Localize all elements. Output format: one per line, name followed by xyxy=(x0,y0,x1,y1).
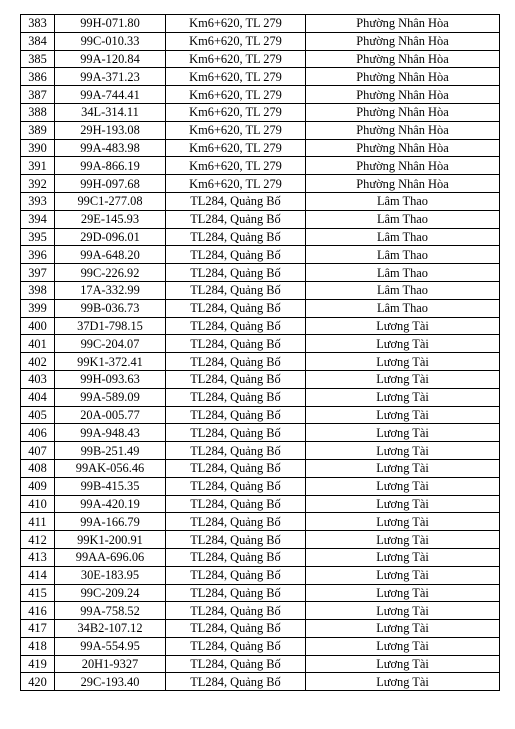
table-row xyxy=(21,121,500,139)
row-number-cell: 395 xyxy=(21,228,55,246)
unit-cell: Lương Tài xyxy=(306,370,500,388)
location-cell: TL284, Quảng Bố xyxy=(166,495,306,513)
license-plate-cell: 99A-420.19 xyxy=(55,495,166,513)
unit-cell: Lương Tài xyxy=(306,353,500,371)
license-plate-cell: 99A-758.52 xyxy=(55,602,166,620)
unit-cell: Lương Tài xyxy=(306,531,500,549)
unit-cell: Lương Tài xyxy=(306,388,500,406)
unit-cell: Lương Tài xyxy=(306,317,500,335)
unit-cell: Phường Nhân Hòa xyxy=(306,32,500,50)
license-plate-cell: 34B2-107.12 xyxy=(55,620,166,638)
location-cell: TL284, Quảng Bố xyxy=(166,406,306,424)
table-row xyxy=(21,620,500,638)
row-number-cell: 418 xyxy=(21,637,55,655)
location-cell: TL284, Quảng Bố xyxy=(166,477,306,495)
table-row xyxy=(21,370,500,388)
location-cell: TL284, Quảng Bố xyxy=(166,655,306,673)
location-cell: Km6+620, TL 279 xyxy=(166,103,306,121)
row-number-cell: 407 xyxy=(21,442,55,460)
license-plate-cell: 99A-648.20 xyxy=(55,246,166,264)
location-cell: TL284, Quảng Bố xyxy=(166,513,306,531)
table-row xyxy=(21,157,500,175)
table-row xyxy=(21,548,500,566)
license-plate-cell: 99H-071.80 xyxy=(55,15,166,33)
table-row xyxy=(21,228,500,246)
table-row xyxy=(21,299,500,317)
location-cell: TL284, Quảng Bố xyxy=(166,299,306,317)
location-cell: Km6+620, TL 279 xyxy=(166,175,306,193)
row-number-cell: 405 xyxy=(21,406,55,424)
row-number-cell: 386 xyxy=(21,68,55,86)
row-number-cell: 396 xyxy=(21,246,55,264)
table-row xyxy=(21,424,500,442)
unit-cell: Lương Tài xyxy=(306,602,500,620)
table-row xyxy=(21,477,500,495)
license-plate-cell: 99C-010.33 xyxy=(55,32,166,50)
table-row xyxy=(21,495,500,513)
row-number-cell: 390 xyxy=(21,139,55,157)
row-number-cell: 414 xyxy=(21,566,55,584)
unit-cell: Lâm Thao xyxy=(306,264,500,282)
table-row xyxy=(21,175,500,193)
license-plate-cell: 29E-145.93 xyxy=(55,210,166,228)
unit-cell: Lâm Thao xyxy=(306,281,500,299)
location-cell: Km6+620, TL 279 xyxy=(166,32,306,50)
unit-cell: Lương Tài xyxy=(306,495,500,513)
location-cell: TL284, Quảng Bố xyxy=(166,424,306,442)
row-number-cell: 400 xyxy=(21,317,55,335)
license-plate-cell: 30E-183.95 xyxy=(55,566,166,584)
violation-table-body xyxy=(21,15,500,691)
license-plate-cell: 99C-204.07 xyxy=(55,335,166,353)
location-cell: Km6+620, TL 279 xyxy=(166,121,306,139)
table-row xyxy=(21,264,500,282)
unit-cell: Phường Nhân Hòa xyxy=(306,86,500,104)
table-row xyxy=(21,317,500,335)
table-row xyxy=(21,32,500,50)
license-plate-cell: 99A-866.19 xyxy=(55,157,166,175)
table-row xyxy=(21,139,500,157)
unit-cell: Phường Nhân Hòa xyxy=(306,175,500,193)
row-number-cell: 410 xyxy=(21,495,55,513)
license-plate-cell: 20A-005.77 xyxy=(55,406,166,424)
row-number-cell: 406 xyxy=(21,424,55,442)
license-plate-cell: 99AK-056.46 xyxy=(55,459,166,477)
unit-cell: Phường Nhân Hòa xyxy=(306,121,500,139)
location-cell: Km6+620, TL 279 xyxy=(166,15,306,33)
row-number-cell: 394 xyxy=(21,210,55,228)
unit-cell: Lương Tài xyxy=(306,459,500,477)
location-cell: TL284, Quảng Bố xyxy=(166,335,306,353)
row-number-cell: 409 xyxy=(21,477,55,495)
table-row xyxy=(21,673,500,691)
row-number-cell: 419 xyxy=(21,655,55,673)
unit-cell: Lương Tài xyxy=(306,637,500,655)
row-number-cell: 384 xyxy=(21,32,55,50)
unit-cell: Phường Nhân Hòa xyxy=(306,50,500,68)
table-row xyxy=(21,637,500,655)
row-number-cell: 420 xyxy=(21,673,55,691)
unit-cell: Phường Nhân Hòa xyxy=(306,157,500,175)
unit-cell: Lâm Thao xyxy=(306,210,500,228)
table-row xyxy=(21,442,500,460)
row-number-cell: 393 xyxy=(21,192,55,210)
unit-cell: Lương Tài xyxy=(306,406,500,424)
unit-cell: Phường Nhân Hòa xyxy=(306,139,500,157)
license-plate-cell: 37D1-798.15 xyxy=(55,317,166,335)
location-cell: TL284, Quảng Bố xyxy=(166,281,306,299)
location-cell: TL284, Quảng Bố xyxy=(166,370,306,388)
unit-cell: Lương Tài xyxy=(306,335,500,353)
table-row xyxy=(21,459,500,477)
license-plate-cell: 99B-251.49 xyxy=(55,442,166,460)
license-plate-cell: 99H-097.68 xyxy=(55,175,166,193)
row-number-cell: 392 xyxy=(21,175,55,193)
row-number-cell: 397 xyxy=(21,264,55,282)
unit-cell: Lâm Thao xyxy=(306,246,500,264)
location-cell: Km6+620, TL 279 xyxy=(166,139,306,157)
license-plate-cell: 29H-193.08 xyxy=(55,121,166,139)
table-row xyxy=(21,406,500,424)
row-number-cell: 387 xyxy=(21,86,55,104)
license-plate-cell: 29D-096.01 xyxy=(55,228,166,246)
location-cell: TL284, Quảng Bố xyxy=(166,637,306,655)
table-row xyxy=(21,388,500,406)
license-plate-cell: 99A-371.23 xyxy=(55,68,166,86)
license-plate-cell: 99AA-696.06 xyxy=(55,548,166,566)
row-number-cell: 383 xyxy=(21,15,55,33)
row-number-cell: 417 xyxy=(21,620,55,638)
location-cell: TL284, Quảng Bố xyxy=(166,548,306,566)
row-number-cell: 391 xyxy=(21,157,55,175)
license-plate-cell: 99H-093.63 xyxy=(55,370,166,388)
unit-cell: Lương Tài xyxy=(306,424,500,442)
license-plate-cell: 99K1-372.41 xyxy=(55,353,166,371)
table-row xyxy=(21,210,500,228)
table-row xyxy=(21,531,500,549)
table-row xyxy=(21,335,500,353)
row-number-cell: 385 xyxy=(21,50,55,68)
location-cell: TL284, Quảng Bố xyxy=(166,442,306,460)
license-plate-cell: 99A-120.84 xyxy=(55,50,166,68)
violation-table xyxy=(20,14,500,691)
row-number-cell: 401 xyxy=(21,335,55,353)
unit-cell: Lương Tài xyxy=(306,584,500,602)
location-cell: TL284, Quảng Bố xyxy=(166,673,306,691)
license-plate-cell: 20H1-9327 xyxy=(55,655,166,673)
location-cell: TL284, Quảng Bố xyxy=(166,531,306,549)
table-row xyxy=(21,353,500,371)
location-cell: TL284, Quảng Bố xyxy=(166,317,306,335)
location-cell: TL284, Quảng Bố xyxy=(166,353,306,371)
license-plate-cell: 99A-554.95 xyxy=(55,637,166,655)
license-plate-cell: 99K1-200.91 xyxy=(55,531,166,549)
table-row xyxy=(21,15,500,33)
location-cell: TL284, Quảng Bố xyxy=(166,192,306,210)
unit-cell: Lương Tài xyxy=(306,442,500,460)
table-row xyxy=(21,50,500,68)
row-number-cell: 389 xyxy=(21,121,55,139)
location-cell: TL284, Quảng Bố xyxy=(166,264,306,282)
unit-cell: Lương Tài xyxy=(306,620,500,638)
unit-cell: Lâm Thao xyxy=(306,299,500,317)
table-row xyxy=(21,584,500,602)
unit-cell: Phường Nhân Hòa xyxy=(306,103,500,121)
license-plate-cell: 99A-744.41 xyxy=(55,86,166,104)
location-cell: Km6+620, TL 279 xyxy=(166,50,306,68)
table-row xyxy=(21,281,500,299)
table-row xyxy=(21,86,500,104)
location-cell: Km6+620, TL 279 xyxy=(166,86,306,104)
row-number-cell: 388 xyxy=(21,103,55,121)
location-cell: TL284, Quảng Bố xyxy=(166,246,306,264)
row-number-cell: 402 xyxy=(21,353,55,371)
row-number-cell: 404 xyxy=(21,388,55,406)
location-cell: Km6+620, TL 279 xyxy=(166,68,306,86)
table-row xyxy=(21,513,500,531)
table-row xyxy=(21,602,500,620)
row-number-cell: 416 xyxy=(21,602,55,620)
location-cell: TL284, Quảng Bố xyxy=(166,566,306,584)
row-number-cell: 415 xyxy=(21,584,55,602)
license-plate-cell: 99A-948.43 xyxy=(55,424,166,442)
location-cell: TL284, Quảng Bố xyxy=(166,228,306,246)
unit-cell: Lương Tài xyxy=(306,673,500,691)
unit-cell: Lương Tài xyxy=(306,513,500,531)
location-cell: TL284, Quảng Bố xyxy=(166,602,306,620)
unit-cell: Lương Tài xyxy=(306,566,500,584)
row-number-cell: 399 xyxy=(21,299,55,317)
location-cell: TL284, Quảng Bố xyxy=(166,388,306,406)
row-number-cell: 403 xyxy=(21,370,55,388)
license-plate-cell: 99A-166.79 xyxy=(55,513,166,531)
license-plate-cell: 99C-226.92 xyxy=(55,264,166,282)
license-plate-cell: 99C1-277.08 xyxy=(55,192,166,210)
unit-cell: Lâm Thao xyxy=(306,192,500,210)
license-plate-cell: 99B-415.35 xyxy=(55,477,166,495)
location-cell: TL284, Quảng Bố xyxy=(166,210,306,228)
license-plate-cell: 17A-332.99 xyxy=(55,281,166,299)
license-plate-cell: 34L-314.11 xyxy=(55,103,166,121)
license-plate-cell: 29C-193.40 xyxy=(55,673,166,691)
unit-cell: Lâm Thao xyxy=(306,228,500,246)
unit-cell: Phường Nhân Hòa xyxy=(306,15,500,33)
location-cell: Km6+620, TL 279 xyxy=(166,157,306,175)
row-number-cell: 408 xyxy=(21,459,55,477)
row-number-cell: 411 xyxy=(21,513,55,531)
unit-cell: Lương Tài xyxy=(306,477,500,495)
license-plate-cell: 99A-483.98 xyxy=(55,139,166,157)
license-plate-cell: 99A-589.09 xyxy=(55,388,166,406)
row-number-cell: 413 xyxy=(21,548,55,566)
table-row xyxy=(21,655,500,673)
unit-cell: Lương Tài xyxy=(306,548,500,566)
location-cell: TL284, Quảng Bố xyxy=(166,459,306,477)
location-cell: TL284, Quảng Bố xyxy=(166,584,306,602)
unit-cell: Phường Nhân Hòa xyxy=(306,68,500,86)
license-plate-cell: 99B-036.73 xyxy=(55,299,166,317)
table-row xyxy=(21,192,500,210)
table-row xyxy=(21,68,500,86)
table-row xyxy=(21,246,500,264)
row-number-cell: 398 xyxy=(21,281,55,299)
row-number-cell: 412 xyxy=(21,531,55,549)
license-plate-cell: 99C-209.24 xyxy=(55,584,166,602)
location-cell: TL284, Quảng Bố xyxy=(166,620,306,638)
table-row xyxy=(21,566,500,584)
unit-cell: Lương Tài xyxy=(306,655,500,673)
table-row xyxy=(21,103,500,121)
